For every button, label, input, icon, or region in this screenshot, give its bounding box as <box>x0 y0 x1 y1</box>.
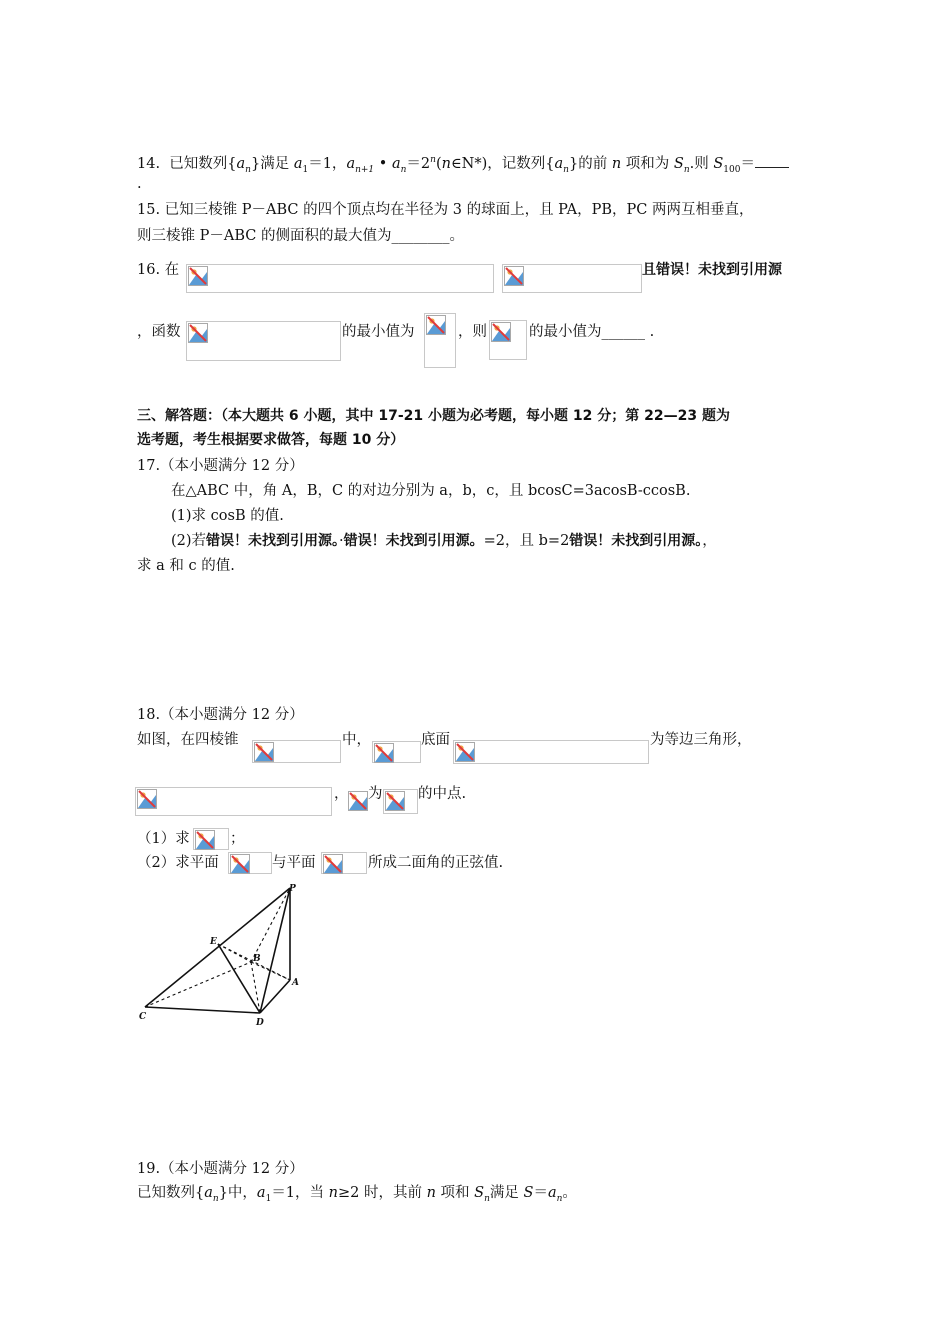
q16-func-label: ，函数 <box>137 324 181 340</box>
broken-image-icon <box>228 852 272 874</box>
q17-line4: 求 a 和 c 的值. <box>137 558 235 574</box>
edge-cb <box>145 962 251 1007</box>
broken-image-icon <box>372 741 421 763</box>
q16-num: 16. 在 <box>137 262 180 278</box>
q18-l1a: 如图，在四棱锥 <box>137 732 239 748</box>
q19-line1: 已知数列$\{a_n\}$中，$a_1=1$，当 n≥2 时，其前 n 项和 $S_n$满足 $S=a_n$。 <box>137 1185 577 1204</box>
label-p: P <box>289 884 296 894</box>
broken-image-icon <box>321 852 367 874</box>
broken-image-icon <box>424 313 456 368</box>
q15-line1: 15. 已知三棱锥 P－ABC 的四个顶点均在半径为 3 的球面上，且 PA，PB，PC 两两互相垂直， <box>137 202 754 218</box>
answer-blank <box>755 152 789 168</box>
q17-part2: (2)若错误！未找到引用源。·错误！未找到引用源。=2，且 b=2错误！未找到引用源。， <box>171 533 717 549</box>
broken-image-icon <box>383 789 418 814</box>
label-a: A <box>292 978 299 988</box>
broken-image-icon <box>502 264 642 293</box>
broken-image-icon <box>186 321 341 361</box>
section3-heading: 三、解答题：（本大题共 6 小题，其中 17-21 小题为必考题，每小题 12 分；第 22—23 题为 <box>137 408 730 424</box>
edge-pc <box>145 888 290 1007</box>
q18-part2b: 与平面 <box>272 855 316 871</box>
q18-l1c: 底面 <box>421 732 450 748</box>
label-e: E <box>210 937 217 947</box>
q18-l1b: 中， <box>342 732 371 748</box>
q18-l2a: ， <box>334 786 349 802</box>
q17-part1: (1)求 cosB 的值. <box>171 508 284 524</box>
broken-image-icon <box>348 791 370 813</box>
label-c: C <box>139 1012 147 1022</box>
label-d: D <box>256 1018 264 1028</box>
q18-part1: （1）求 <box>137 831 190 847</box>
q18-l2c: 的中点. <box>418 786 467 802</box>
q15-line2: 则三棱锥 P－ABC 的侧面积的最大值为________。 <box>137 228 464 244</box>
q16-then-label: ，则 <box>458 324 487 340</box>
q14-period: . <box>137 176 142 192</box>
edge-bp <box>251 888 290 962</box>
q18-heading: 18.（本小题满分 12 分） <box>137 707 304 723</box>
q18-part2a: （2）求平面 <box>137 855 219 871</box>
q16-error-text: 且错误！未找到引用源 <box>642 262 782 278</box>
broken-image-icon <box>489 320 527 360</box>
broken-image-icon <box>453 740 649 764</box>
broken-image-icon <box>135 787 332 816</box>
q18-l2b: 为 <box>368 786 383 802</box>
q19-heading: 19.（本小题满分 12 分） <box>137 1161 304 1177</box>
q14-line: 14. 已知数列$\{a_n\}$满足 $a_1=1$，$a_{n+1}$ • $a_n=2^n(n\in N*)$，记数列$\{a_n\}$的前 n 项和为 $S_n$.则 $S_{100}=$ <box>137 152 789 174</box>
broken-image-icon <box>193 828 229 850</box>
pyramid-figure <box>130 880 310 1030</box>
q16-min-label: 的最小值为 <box>342 324 415 340</box>
broken-image-icon <box>186 264 494 293</box>
section3-heading-cont: 选考题，考生根据要求做答，每题 10 分） <box>137 432 405 448</box>
q17-line1: 在△ABC 中，角 A，B，C 的对边分别为 a，b，c，且 bcosC=3acosB-ccosB. <box>171 483 691 499</box>
edge-cd <box>145 1007 260 1013</box>
q18-part2c: 所成二面角的正弦值. <box>368 855 504 871</box>
label-b: B <box>253 954 261 964</box>
edge-dp <box>260 888 290 1013</box>
q18-part1-end: ； <box>230 831 245 847</box>
q17-heading: 17.（本小题满分 12 分） <box>137 458 304 474</box>
q18-l1d: 为等边三角形， <box>650 732 752 748</box>
q16-min2-label: 的最小值为______ . <box>529 324 655 340</box>
broken-image-icon <box>252 740 341 763</box>
